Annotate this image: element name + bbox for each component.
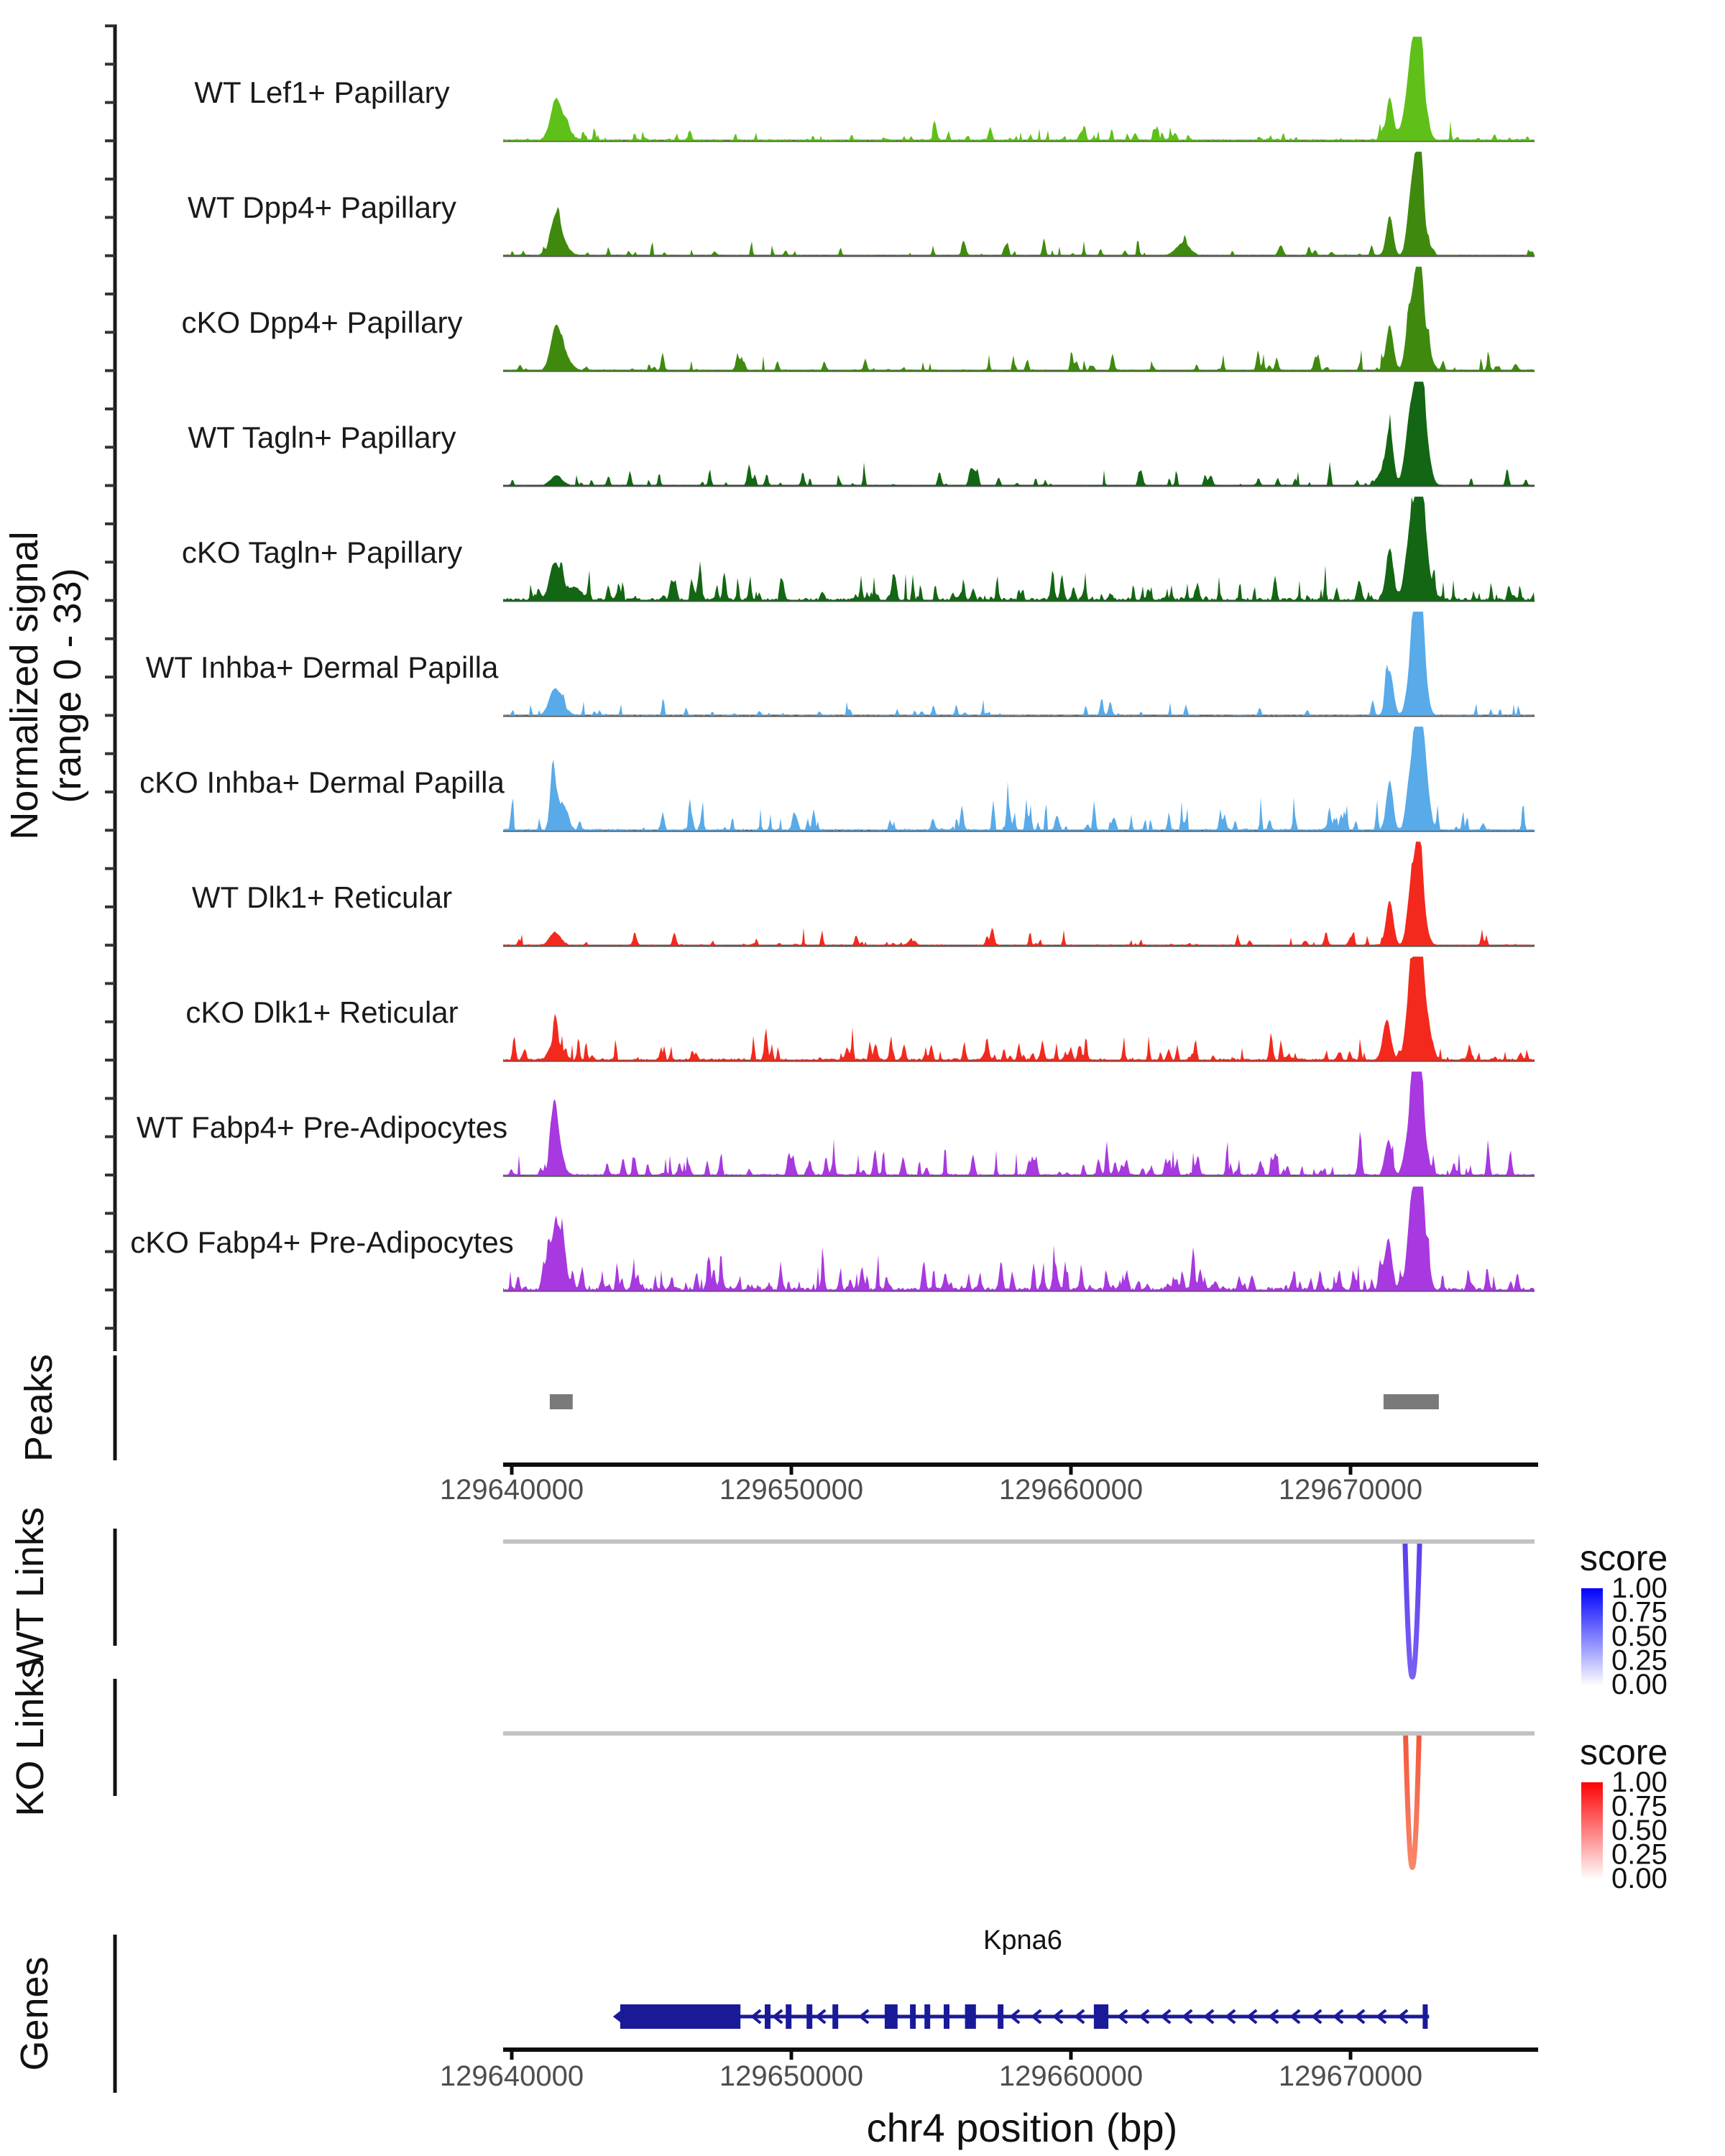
genes-section-label: Genes <box>13 1956 56 2071</box>
signal-area <box>503 612 1535 716</box>
wt-score-gradient-bar <box>1581 1588 1603 1686</box>
score-legend-tick-label: 0.75 <box>1611 1790 1668 1823</box>
x-axis-tick-label: 129660000 <box>998 1474 1144 1506</box>
peaks-section-label: Peaks <box>17 1353 60 1462</box>
signal-area <box>503 497 1535 601</box>
wt-link-arc <box>1405 1544 1420 1677</box>
gene-model <box>615 2004 1429 2029</box>
score-legend-tick-label: 1.00 <box>1611 1572 1668 1604</box>
signal-track <box>185 957 1535 1061</box>
signal-track <box>139 727 1535 831</box>
track-label: cKO Tagln+ Papillary <box>181 535 463 569</box>
signal-area <box>503 1072 1535 1176</box>
x-axis-tick-label: 129670000 <box>1278 2060 1423 2092</box>
gene-exon <box>910 2004 916 2029</box>
y-axis-label-line2: (range 0 - 33) <box>46 568 89 803</box>
score-legend-tick-label: 1.00 <box>1611 1766 1668 1798</box>
signal-area <box>503 727 1535 831</box>
x-axis-tick-label: 129650000 <box>719 2060 864 2092</box>
track-label: cKO Inhba+ Dermal Papilla <box>139 765 505 799</box>
score-legend-tick-label: 0.50 <box>1611 1621 1668 1652</box>
x-axis-tick-label: 129640000 <box>439 1474 584 1506</box>
track-label: cKO Fabp4+ Pre-Adipocytes <box>130 1225 514 1259</box>
x-axis-title: chr4 position (bp) <box>866 2105 1178 2150</box>
x-axis-tick-label: 129650000 <box>719 1474 864 1506</box>
wt-score-legend-title: score <box>1580 1538 1668 1578</box>
ko-link-arc <box>1406 1736 1420 1868</box>
signal-track <box>188 152 1535 256</box>
ko-links-section-label: KO Links <box>9 1659 52 1817</box>
score-legend-tick-label: 0.25 <box>1611 1838 1668 1871</box>
ko-score-legend <box>1580 1732 1668 1894</box>
score-legend-tick-label: 0.00 <box>1611 1669 1668 1700</box>
track-label: WT Tagln+ Papillary <box>188 420 456 454</box>
gene-exon <box>885 2004 898 2029</box>
gene-exon <box>998 2004 1003 2029</box>
wt-links-section-label: WT Links <box>9 1506 52 1669</box>
peak-interval <box>1384 1394 1439 1409</box>
score-legend-tick-label: 0.00 <box>1611 1863 1668 1894</box>
track-label: WT Lef1+ Papillary <box>194 75 450 109</box>
y-axis-label-line1: Normalized signal <box>3 531 46 840</box>
gene-exon <box>965 2004 976 2029</box>
x-axis-top <box>440 1465 1538 1506</box>
signal-tracks <box>130 37 1535 1291</box>
signal-track <box>146 612 1535 716</box>
peaks-intervals <box>550 1394 1439 1409</box>
track-label: WT Inhba+ Dermal Papilla <box>145 650 499 684</box>
score-legend-tick-label: 0.75 <box>1611 1596 1668 1628</box>
gene-exon <box>1094 2004 1108 2029</box>
x-axis-bottom <box>440 2050 1538 2092</box>
signal-area <box>503 152 1535 256</box>
gene-exon <box>806 2004 812 2029</box>
ko-score-gradient-bar <box>1581 1782 1603 1880</box>
signal-area <box>503 1187 1535 1291</box>
gene-exon <box>1422 2004 1427 2029</box>
gene-exon <box>944 2004 949 2029</box>
signal-track <box>181 267 1535 371</box>
score-legend-tick-label: 0.25 <box>1611 1644 1668 1677</box>
peak-interval <box>550 1394 573 1409</box>
track-label: WT Dpp4+ Papillary <box>188 190 456 224</box>
signal-track <box>192 842 1535 946</box>
signal-track <box>188 382 1535 486</box>
track-label: WT Dlk1+ Reticular <box>191 880 453 914</box>
signal-track <box>194 37 1535 141</box>
gene-exon <box>765 2004 770 2029</box>
x-axis-tick-label: 129640000 <box>439 2060 584 2092</box>
wt-score-legend <box>1580 1538 1668 1700</box>
signal-area <box>503 957 1535 1061</box>
ko-score-legend-title: score <box>1580 1732 1668 1772</box>
track-label: cKO Dlk1+ Reticular <box>185 995 459 1029</box>
gene-exon <box>924 2004 930 2029</box>
signal-area <box>503 37 1535 141</box>
gene-exon <box>620 2004 740 2029</box>
track-label: WT Fabp4+ Pre-Adipocytes <box>136 1110 508 1144</box>
x-axis-tick-label: 129660000 <box>998 2060 1144 2092</box>
signal-area <box>503 267 1535 371</box>
signal-track <box>137 1072 1535 1176</box>
gene-exon <box>832 2004 838 2029</box>
gene-exon <box>786 2004 791 2029</box>
gene-name-label: Kpna6 <box>983 1925 1062 1955</box>
x-axis-tick-label: 129670000 <box>1278 1474 1423 1506</box>
score-legend-tick-label: 0.50 <box>1611 1815 1668 1846</box>
signal-area <box>503 382 1535 486</box>
signal-area <box>503 842 1535 946</box>
track-label: cKO Dpp4+ Papillary <box>181 305 463 339</box>
signal-track <box>182 497 1535 601</box>
signal-track <box>130 1187 1535 1291</box>
